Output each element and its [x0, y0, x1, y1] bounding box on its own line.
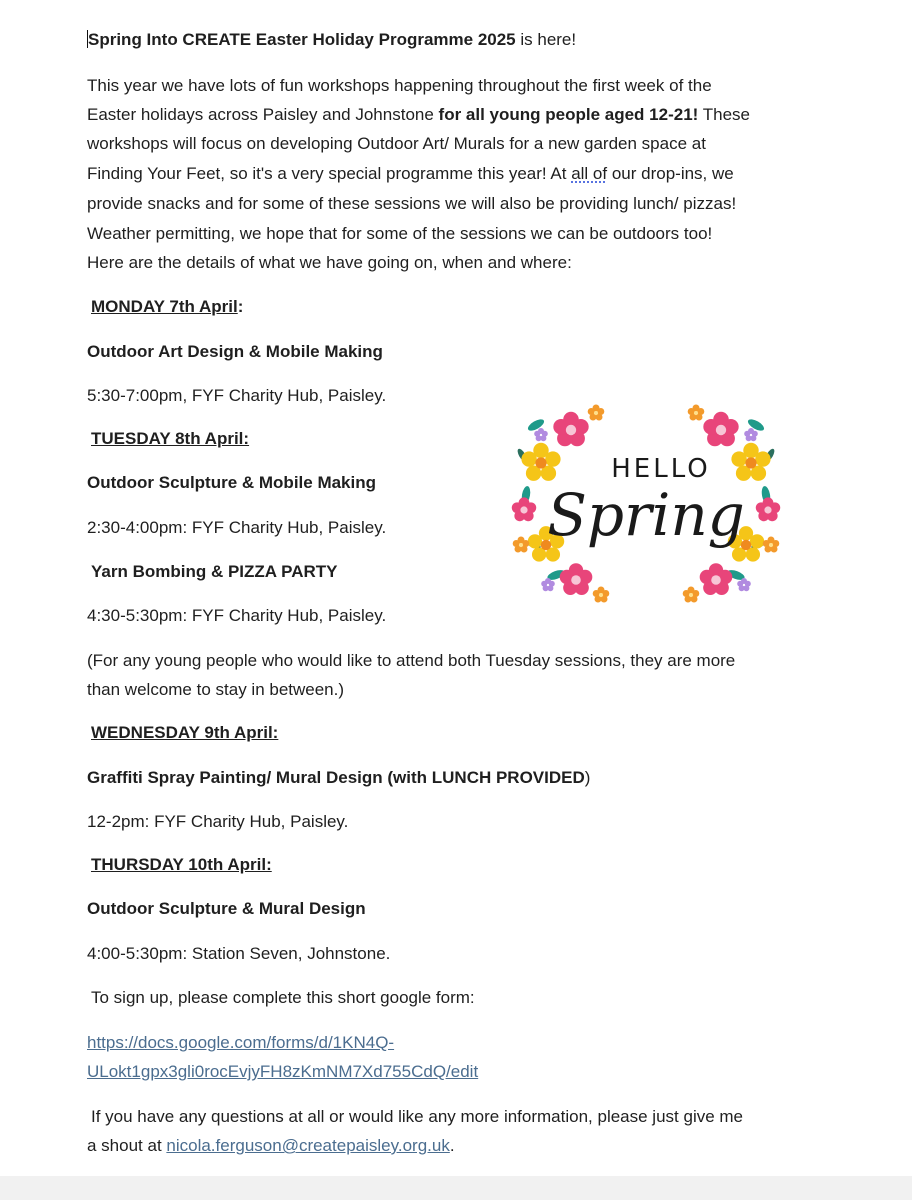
wednesday-workshop-bold: Graffiti Spray Painting/ Mural Design (with LUNCH PROVIDED [87, 768, 585, 787]
thursday-heading: THURSDAY 10th April: [91, 855, 272, 874]
intro-line-4 [87, 160, 734, 188]
intro-line-3: workshops will focus on developing Outdoor Art/ Murals for a new garden space at [87, 134, 706, 153]
monday-workshop: Outdoor Art Design & Mobile Making [87, 342, 383, 361]
title-rest: is here! [515, 30, 577, 49]
tuesday-details-1: 2:30-4:00pm: FYF Charity Hub, Paisley. [87, 518, 387, 537]
intro-line-2a: Easter holidays across Paisley and Johnstone [87, 105, 439, 124]
contact-line-2a: a shout at [87, 1136, 167, 1155]
hello-text: HELLO [611, 454, 711, 484]
intro-line-1: This year we have lots of fun workshops happening throughout the first week of the [87, 76, 712, 95]
doc-title [87, 26, 576, 54]
monday-details: 5:30-7:00pm, FYF Charity Hub, Paisley. [87, 386, 387, 405]
contact-line-2b: . [449, 1136, 455, 1155]
hello-spring-image [486, 385, 806, 615]
monday-day: MONDAY 7th April [91, 297, 238, 316]
contact-line-2 [87, 1132, 455, 1160]
spring-text: Spring [547, 481, 745, 549]
intro-line-2 [87, 101, 750, 129]
signup-link-line-1[interactable]: https://docs.google.com/forms/d/1KN4Q- [87, 1033, 395, 1052]
signup-text: To sign up, please complete this short google form: [91, 988, 475, 1007]
tuesday-workshop-2: Yarn Bombing & PIZZA PARTY [91, 562, 338, 581]
thursday-workshop: Outdoor Sculpture & Mural Design [87, 899, 366, 918]
tuesday-note-line-1: (For any young people who would like to attend both Tuesday sessions, they are more [87, 651, 736, 670]
tuesday-details-2: 4:30-5:30pm: FYF Charity Hub, Paisley. [87, 606, 387, 625]
wednesday-details: 12-2pm: FYF Charity Hub, Paisley. [87, 812, 349, 831]
intro-line-4c: our drop-ins, we [607, 164, 734, 183]
intro-age-range: for all young people aged 12-21! [438, 105, 699, 124]
monday-colon: : [237, 297, 244, 316]
intro-line-4a: Finding Your Feet, so it's a very special programme this year! At [87, 164, 572, 183]
contact-line-1: If you have any questions at all or would like any more information, please just give me [91, 1107, 744, 1126]
window-footer-bar [0, 1176, 912, 1200]
intro-line-6: Weather permitting, we hope that for some of the sessions we can be outdoors too! [87, 224, 713, 243]
intro-line-2c: These [698, 105, 750, 124]
thursday-details: 4:00-5:30pm: Station Seven, Johnstone. [87, 944, 391, 963]
title-bold: Spring Into CREATE Easter Holiday Programme 2025 [88, 30, 516, 49]
tuesday-note-line-2: than welcome to stay in between.) [87, 680, 345, 699]
wednesday-heading: WEDNESDAY 9th April: [91, 723, 279, 742]
tuesday-workshop-1: Outdoor Sculpture & Mobile Making [87, 473, 376, 492]
contact-email-link[interactable]: nicola.ferguson@createpaisley.org.uk [166, 1136, 450, 1155]
wednesday-workshop [87, 764, 590, 792]
signup-link-line-2[interactable]: ULokt1gpx3gli0rocEvjyFH8zKmNM7Xd755CdQ/edit [87, 1062, 479, 1081]
tuesday-heading: TUESDAY 8th April: [91, 429, 250, 448]
grammar-flag-word[interactable]: all of [571, 164, 608, 183]
wednesday-workshop-close: ) [584, 768, 591, 787]
intro-line-7: Here are the details of what we have going on, when and where: [87, 253, 572, 272]
intro-line-5: provide snacks and for some of these sessions we will also be providing lunch/ pizzas! [87, 194, 737, 213]
monday-heading [91, 293, 243, 321]
